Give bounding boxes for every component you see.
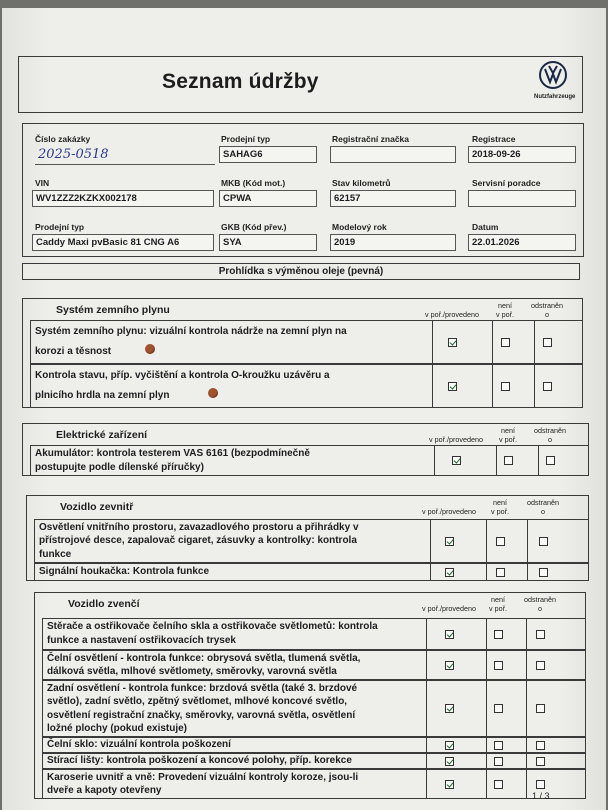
section-title: Elektrické zařízení xyxy=(56,429,148,441)
row-text: Zadní osvětlení - kontrola funkce: brzdová světla (také 3. brzdové xyxy=(47,683,358,694)
row-text: světlo), zadní světlo, zpětný světlomet, mlhové koncové světlo, xyxy=(47,696,348,708)
checkbox-fixed[interactable] xyxy=(536,661,545,670)
column-divider xyxy=(434,445,435,476)
column-divider xyxy=(426,650,427,680)
date-label: Datum xyxy=(472,222,499,232)
column-divider xyxy=(486,650,487,680)
checkbox-fixed[interactable] xyxy=(539,568,548,577)
row-text: Akumulátor: kontrola testerem VAS 6161 (bezpodmínečně xyxy=(35,448,310,459)
column-divider xyxy=(426,680,427,737)
checkbox-not-ok[interactable] xyxy=(494,741,503,750)
column-divider xyxy=(527,563,528,581)
row-text: Osvětlení vnitřního prostoru, zavazadlového prostoru a přihrádky v xyxy=(39,522,359,533)
column-header: v poř./provedeno xyxy=(422,604,476,613)
row-text: korozi a těsnost xyxy=(35,346,112,357)
checkbox-fixed[interactable] xyxy=(536,630,545,639)
checkbox-done[interactable] xyxy=(445,661,454,670)
section-title: Systém zemního plynu xyxy=(56,304,170,316)
checkbox-fixed[interactable] xyxy=(536,780,545,789)
gkb-label: GKB (Kód přev.) xyxy=(221,222,287,232)
column-header: není v poř. xyxy=(499,426,517,444)
model-field: Caddy Maxi pvBasic 81 CNG A6 xyxy=(32,234,214,251)
checkbox-fixed[interactable] xyxy=(536,757,545,766)
checkbox-not-ok[interactable] xyxy=(496,537,505,546)
column-header: v poř./provedeno xyxy=(429,435,483,444)
checkbox-not-ok[interactable] xyxy=(494,704,503,713)
mkb-label: MKB (Kód mot.) xyxy=(221,178,286,188)
row-text: dveře a kapoty otevřeny xyxy=(47,785,162,796)
column-divider xyxy=(486,618,487,650)
column-divider xyxy=(430,519,431,563)
column-header: není v poř. xyxy=(491,498,509,516)
row-text: Karoserie uvnitř a vně: Provedení vizuální kontroly koroze, jsou-li xyxy=(47,772,359,783)
row-text: Systém zemního plynu: vizuální kontrola nádrže na zemní plyn na xyxy=(35,326,347,337)
inspection-banner-title: Prohlídka s výměnou oleje (pevná) xyxy=(218,266,384,277)
checkbox-not-ok[interactable] xyxy=(501,382,510,391)
advisor-label: Servisní poradce xyxy=(472,178,541,188)
column-divider xyxy=(534,364,535,408)
model-label: Prodejní typ xyxy=(35,222,85,232)
checkbox-not-ok[interactable] xyxy=(496,568,505,577)
column-header: odstraněn o xyxy=(534,426,566,444)
row-text: funkce a nastavení ostřikovacích trysek xyxy=(47,635,236,646)
column-divider xyxy=(526,680,527,737)
checkbox-done[interactable] xyxy=(448,382,457,391)
column-header: odstraněn o xyxy=(524,595,556,613)
checkbox-fixed[interactable] xyxy=(543,338,552,347)
checkbox-done[interactable] xyxy=(445,704,454,713)
column-divider xyxy=(432,320,433,364)
model-year-field: 2019 xyxy=(330,234,456,251)
column-divider xyxy=(526,769,527,799)
order-number-label: Číslo zakázky xyxy=(35,134,91,144)
checkbox-done[interactable] xyxy=(445,757,454,766)
column-divider xyxy=(432,364,433,408)
checkbox-fixed[interactable] xyxy=(536,704,545,713)
row-text: Čelní sklo: vizuální kontrola poškození xyxy=(47,739,231,750)
marker-dot-icon xyxy=(208,388,218,398)
registration-field: 2018-09-26 xyxy=(468,146,576,163)
brand-subtitle: Nutzfahrzeuge xyxy=(534,94,576,100)
checkbox-done[interactable] xyxy=(452,456,461,465)
checkbox-done[interactable] xyxy=(445,780,454,789)
date-field: 22.01.2026 xyxy=(468,234,576,251)
checkbox-fixed[interactable] xyxy=(546,456,555,465)
column-divider xyxy=(526,737,527,753)
checkbox-not-ok[interactable] xyxy=(504,456,513,465)
plate-label: Registrační značka xyxy=(332,134,410,144)
row-text: Stírací lišty: kontrola poškození a koncové polohy, příp. korekce xyxy=(47,755,352,766)
column-divider xyxy=(527,519,528,563)
vin-field: WV1ZZZ2KZKX002178 xyxy=(32,190,214,207)
column-header: není v poř. xyxy=(496,301,514,319)
sale-type-label: Prodejní typ xyxy=(221,134,271,144)
column-header: v poř./provedeno xyxy=(422,507,476,516)
column-divider xyxy=(496,445,497,476)
order-number-underline xyxy=(35,164,215,165)
plate-field xyxy=(330,146,456,163)
checkbox-done[interactable] xyxy=(445,630,454,639)
section-title: Vozidlo zevnitř xyxy=(60,501,134,513)
checkbox-not-ok[interactable] xyxy=(494,780,503,789)
checkbox-done[interactable] xyxy=(445,537,454,546)
row-text: přístrojové desce, zapalovač cigaret, zásuvky a kontrolky: kontrola xyxy=(39,535,357,547)
advisor-field xyxy=(468,190,576,207)
document-page xyxy=(2,8,606,810)
checkbox-not-ok[interactable] xyxy=(494,757,503,766)
column-divider xyxy=(526,650,527,680)
vin-label: VIN xyxy=(35,178,50,188)
mileage-field: 62157 xyxy=(330,190,456,207)
column-divider xyxy=(426,753,427,769)
checkbox-done[interactable] xyxy=(445,741,454,750)
marker-dot-icon xyxy=(145,344,155,354)
column-divider xyxy=(492,364,493,408)
row-text: Čelní osvětlení - kontrola funkce: obrysová světla, tlumená světla, xyxy=(47,653,361,664)
column-divider xyxy=(486,737,487,753)
registration-label: Registrace xyxy=(472,134,516,144)
checkbox-done[interactable] xyxy=(445,568,454,577)
column-divider xyxy=(426,618,427,650)
column-header: odstraněn o xyxy=(527,498,559,516)
checkbox-not-ok[interactable] xyxy=(494,630,503,639)
row-text: Signální houkačka: Kontrola funkce xyxy=(39,566,210,577)
row-text: plnicího hrdla na zemní plyn xyxy=(35,390,170,401)
column-divider xyxy=(486,680,487,737)
column-divider xyxy=(486,563,487,581)
column-divider xyxy=(426,769,427,799)
column-header: v poř./provedeno xyxy=(425,310,479,319)
section-title: Vozidlo zvenčí xyxy=(68,598,140,610)
row-text: Stěrače a ostřikovače čelního skla a ostřikovače světlometů: kontrola xyxy=(47,621,378,632)
page-number: 1 / 3 xyxy=(532,791,550,801)
column-divider xyxy=(486,519,487,563)
column-divider xyxy=(486,769,487,799)
vw-logo-icon xyxy=(538,60,568,90)
sale-type-field: SAHAG6 xyxy=(219,146,317,163)
column-header: odstraněn o xyxy=(531,301,563,319)
row-text: Kontrola stavu, příp. vyčištění a kontrola O-kroužku uzávěru a xyxy=(35,370,330,381)
column-header: není v poř. xyxy=(489,595,507,613)
column-divider xyxy=(526,753,527,769)
column-divider xyxy=(430,563,431,581)
checkbox-fixed[interactable] xyxy=(539,537,548,546)
column-divider xyxy=(486,753,487,769)
document-title: Seznam údržby xyxy=(162,70,319,93)
column-divider xyxy=(426,737,427,753)
order-number-value: 2025-0518 xyxy=(38,147,109,162)
checkbox-fixed[interactable] xyxy=(536,741,545,750)
row-text: osvětlení registrační značky, směrovky, varovná světla, osvětlení xyxy=(47,709,356,721)
mileage-label: Stav kilometrů xyxy=(332,178,391,188)
checkbox-fixed[interactable] xyxy=(543,382,552,391)
row-text: ložné plochy (pokud existuje) xyxy=(47,722,188,734)
column-divider xyxy=(534,320,535,364)
column-divider xyxy=(526,618,527,650)
row-text: funkce xyxy=(39,548,72,560)
column-divider xyxy=(492,320,493,364)
model-year-label: Modelový rok xyxy=(332,222,387,232)
gkb-field: SYA xyxy=(219,234,317,251)
mkb-field: CPWA xyxy=(219,190,317,207)
row-text: dálková světla, mlhové světlomety, směrovky, varovná světla xyxy=(47,666,337,677)
row-text: postupujte podle dílenské příručky) xyxy=(35,461,204,473)
checkbox-not-ok[interactable] xyxy=(501,338,510,347)
column-divider xyxy=(538,445,539,476)
checkbox-done[interactable] xyxy=(448,338,457,347)
checkbox-not-ok[interactable] xyxy=(494,661,503,670)
